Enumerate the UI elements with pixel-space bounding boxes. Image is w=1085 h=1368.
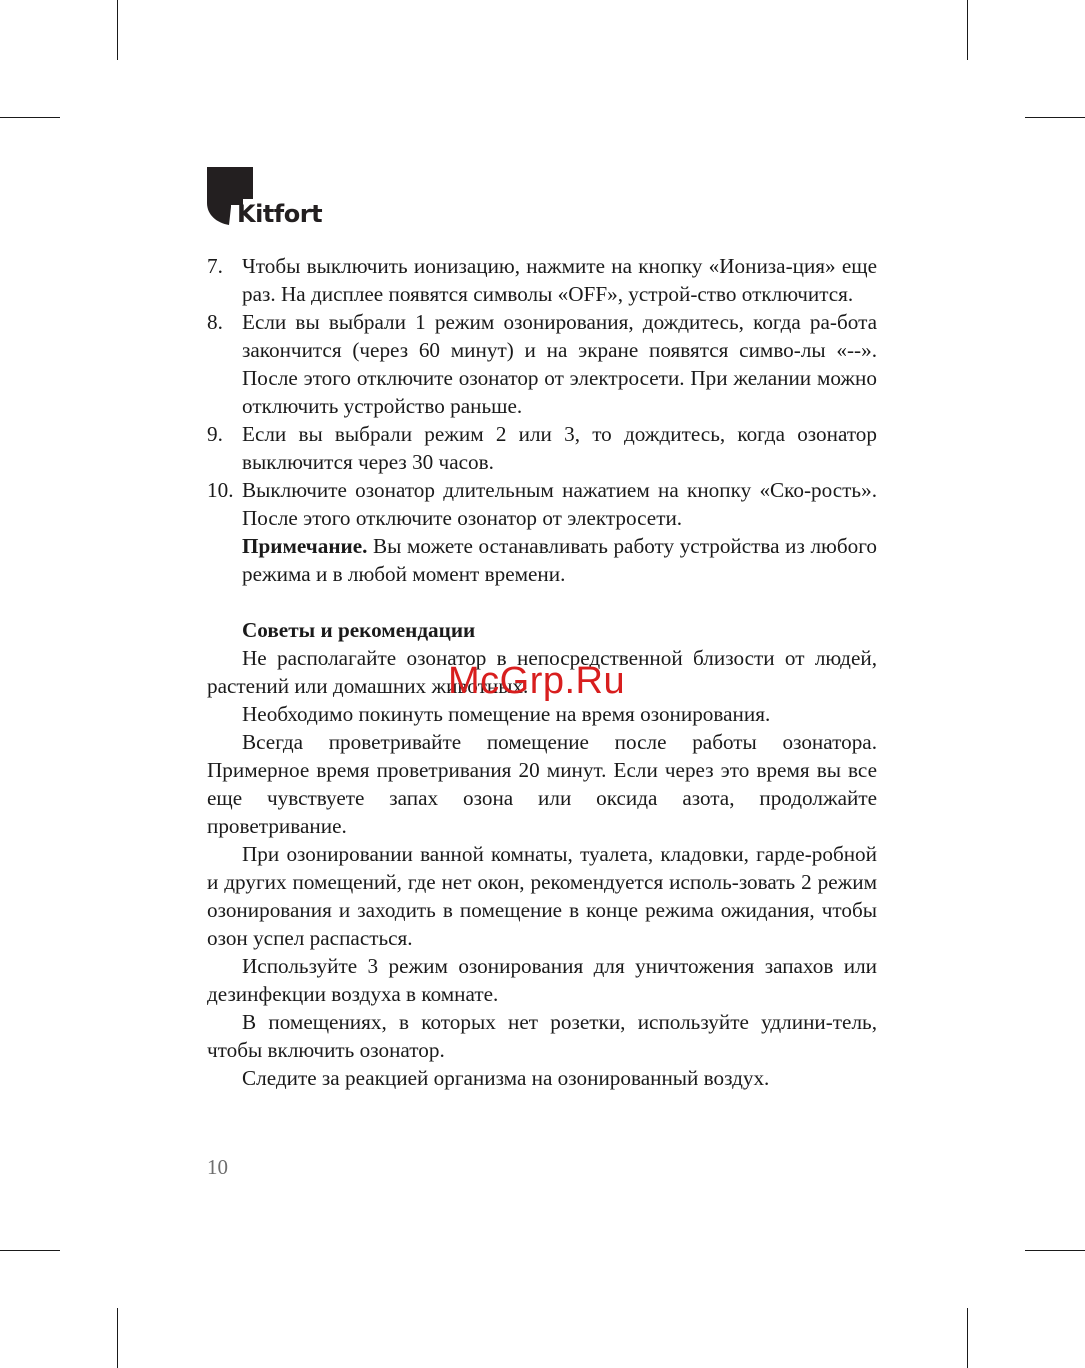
list-item-7 [207,252,877,308]
paragraph: Всегда проветривайте помещение после работы озонатора. Примерное время проветривания 20 минут. Если через это время вы все еще чувствуете запах озона или оксида азота, продолжайте проветривание. [207,730,877,838]
crop-mark-top-right-vertical [967,0,968,60]
note-text: Вы можете останавливать работу устройства из любого режима и в любой момент времени. [242,534,877,586]
list-number: 7. [207,254,223,278]
page-number: 10 [207,1155,228,1179]
watermark: McGrp.Ru [448,660,626,702]
list-item-8 [207,308,877,420]
paragraph: Необходимо покинуть помещение на время озонирования. [242,702,771,726]
list-text: Выключите озонатор длительным нажатием на кнопку «Ско-рость». После этого отключите озонатор от электросети. [242,478,877,530]
list-number: 10. [207,478,234,502]
crop-mark-top-left-vertical [117,0,118,60]
paragraph: Используйте 3 режим озонирования для уничтожения запахов или дезинфекции воздуха в комнате. [207,954,877,1006]
list-text: Если вы выбрали режим 2 или 3, то дождитесь, когда озонатор выключится через 30 часов. [242,422,877,474]
crop-mark-bottom-left-horizontal [0,1250,60,1251]
brand-name: Kitfort [237,200,323,228]
paragraph: При озонировании ванной комнаты, туалета, кладовки, гарде-робной и других помещений, где нет окон, рекомендуется исполь-зовать 2 режим озонирования и заходить в помещение в конце режима ожидания, чтобы озон успел распасться. [207,842,877,950]
note [207,532,877,588]
list-number: 8. [207,310,223,334]
list-text: Если вы выбрали 1 режим озонирования, дождитесь, когда ра-бота закончится (через 60 минут) и на экране появятся симво-лы «--». После этого отключите озонатор от электросети. При желании можно отключить устройство раньше. [242,310,877,418]
crop-mark-bottom-right-horizontal [1025,1250,1085,1251]
crop-mark-top-left-horizontal [0,117,60,118]
crop-mark-bottom-left-vertical [117,1308,118,1368]
section-title: Советы и рекомендации [242,618,476,642]
list-number: 9. [207,422,223,446]
paragraph: Следите за реакцией организма на озонированный воздух. [242,1066,770,1090]
list-item-10 [207,476,877,532]
paragraph: Не располагайте озонатор в непосредственной близости от людей, растений или домашних животных. [207,646,877,698]
note-label: Примечание. [242,534,368,558]
crop-mark-top-right-horizontal [1025,117,1085,118]
kitfort-logo [207,167,337,233]
list-text: Чтобы выключить ионизацию, нажмите на кнопку «Иониза-ция» еще раз. На дисплее появятся символы «OFF», устрой-ство отключится. [242,254,877,306]
paragraph: В помещениях, в которых нет розетки, используйте удлини-тель, чтобы включить озонатор. [207,1010,877,1062]
crop-mark-bottom-right-vertical [967,1308,968,1368]
list-item-9 [207,420,877,476]
